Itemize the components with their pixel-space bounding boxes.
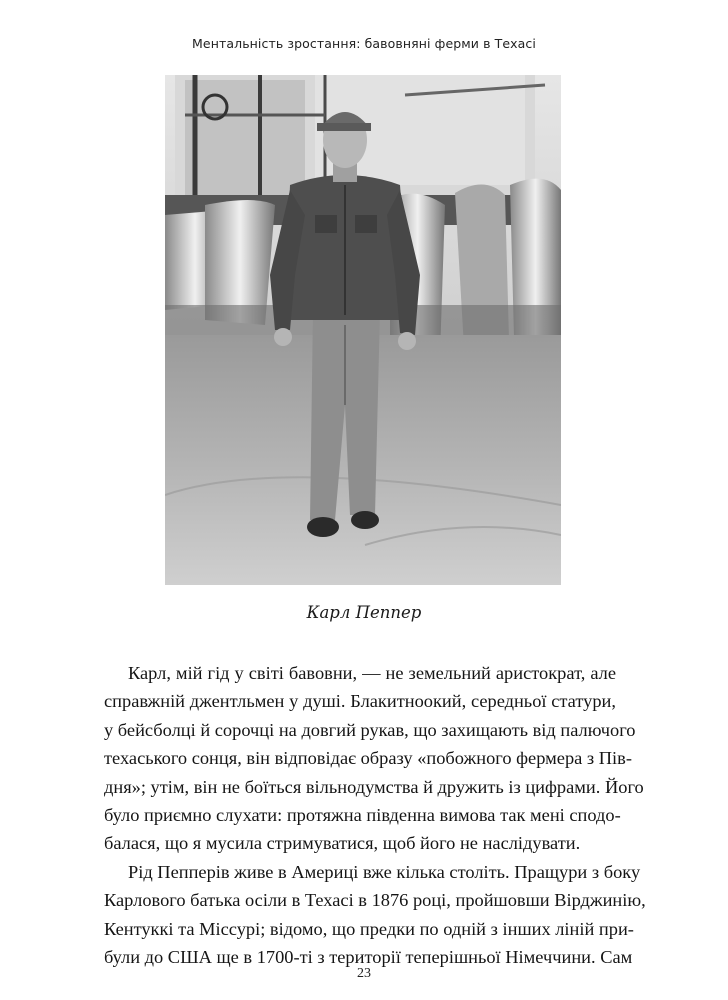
text-line: дня»; утім, він не боїться вільнодумства й дружить із цифрами. Його xyxy=(104,776,644,797)
text-line: у бейсболці й сорочці на довгий рукав, що захищають від палючого xyxy=(104,719,636,740)
text-line: справжній джентльмен у душі. Блакитноокий, середньої статури, xyxy=(104,691,616,712)
text-line: Рід Пепперів живе в Америці вже кілька століть. Пращури з боку xyxy=(128,861,641,882)
text-line: Карл, мій гід у світі бавовни, — не земельний аристократ, але xyxy=(128,663,616,683)
text-line: було приємно слухати: протяжна південна вимова так мені сподо- xyxy=(104,804,621,825)
text-line: Кентуккі та Міссурі; відомо, що предки по одній з інших ліній при- xyxy=(104,918,634,939)
body-text xyxy=(104,659,646,971)
text-line: Карлового батька осіли в Техасі в 1876 році, пройшовши Вірджинію, xyxy=(104,890,646,911)
portrait-photo xyxy=(165,75,561,585)
text-line: техаського сонця, він відповідає образу «побожного фермера з Пів- xyxy=(104,748,632,769)
photo-caption: Карл Пеппер xyxy=(306,603,422,622)
running-head: Ментальність зростання: бавовняні ферми в Техасі xyxy=(192,36,536,51)
text-line: були до США ще в 1700-ті з території теперішньої Німеччини. Сам xyxy=(104,946,633,967)
text-line: балася, що я мусила стримуватися, щоб його не наслідувати. xyxy=(104,833,581,854)
page-number: 23 xyxy=(357,966,371,981)
